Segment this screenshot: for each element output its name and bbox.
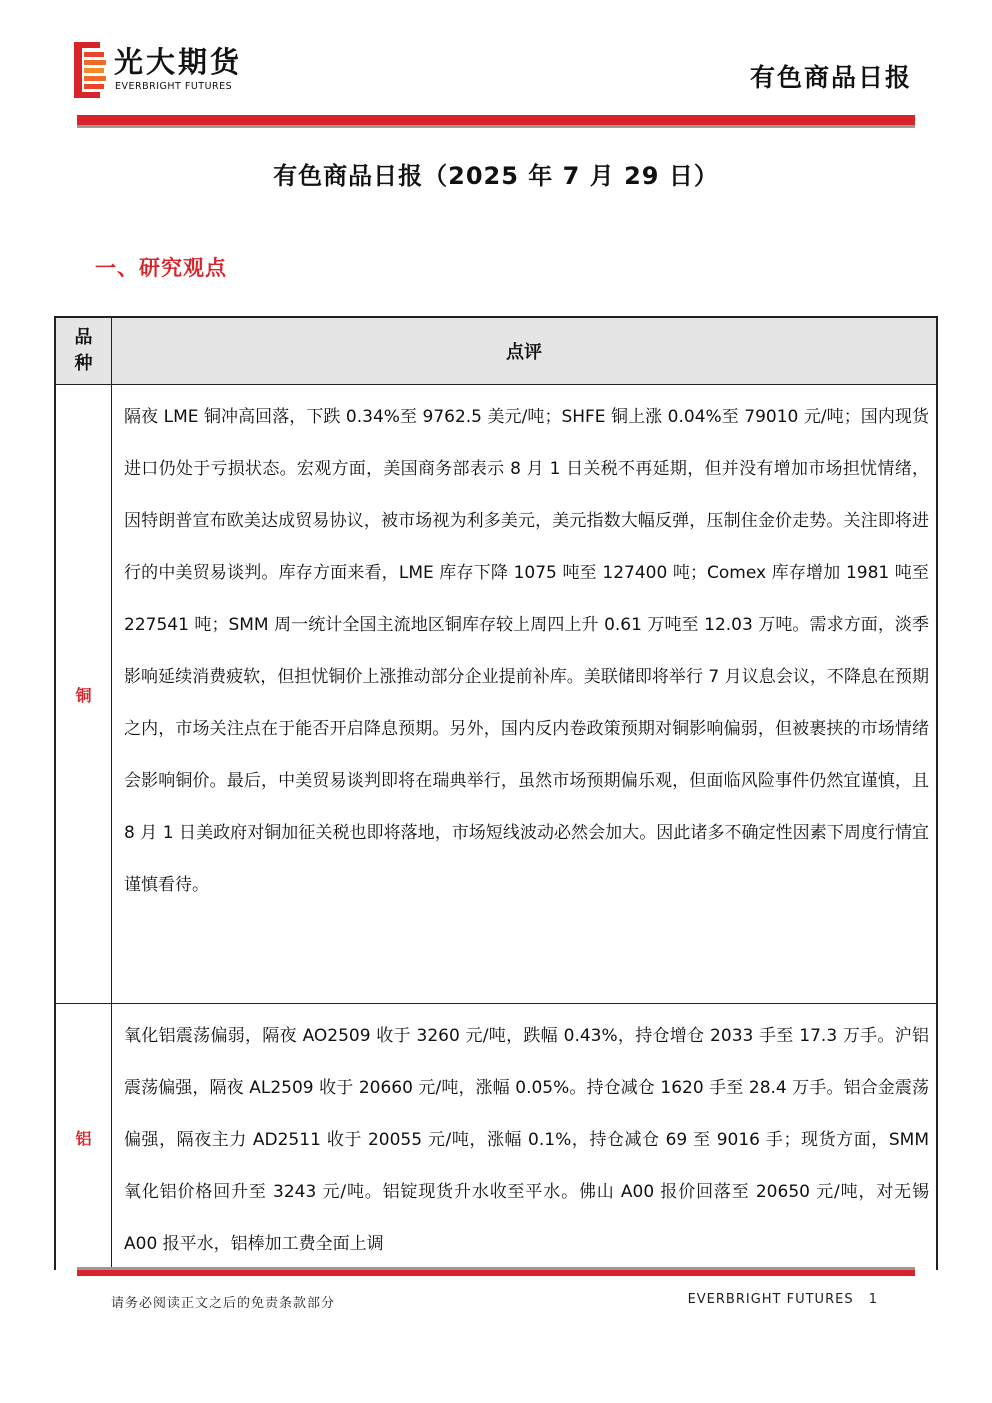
commentary-table <box>54 316 938 1270</box>
brand-name-cn: 光大期货 <box>114 45 243 79</box>
everbright-logo-icon <box>74 42 106 98</box>
comment-cell-aluminum: 氧化铝震荡偏弱，隔夜 AO2509 收于 3260 元/吨，跌幅 0.43%，持仓增仓 2033 手至 17.3 万手。沪铝震荡偏强，隔夜 AL2509 收于 20660 元/吨，涨幅 0.05%。持仓减仓 1620 手至 28.4 万手。铝合金震荡偏强，隔夜主力 AD2511 收于 20055 元/吨，涨幅 0.1%，持仓减仓 69 至 9016 手；现货方面，SMM 氧化铝价格回升至 3243 元/吨。铝锭现货升水收至平水。佛山 A00 报价回落至 20650 元/吨，对无锡 A00 报平水，铝棒加工费全面上调 <box>124 1026 929 1254</box>
comment-cell-copper: 隔夜 LME 铜冲高回落，下跌 0.34%至 9762.5 美元/吨；SHFE 铜上涨 0.04%至 79010 元/吨；国内现货进口仍处于亏损状态。宏观方面，美国商务部表示 8 月 1 日关税不再延期，但并没有增加市场担忧情绪，因特朗普宣布欧美达成贸易协议，被市场视为利多美元，美元指数大幅反弹，压制住金价走势。关注即将进行的中美贸易谈判。库存方面来看，LME 库存下降 1075 吨至 127400 吨；Comex 库存增加 1981 吨至 227541 吨；SMM 周一统计全国主流地区铜库存较上周四上升 0.61 万吨至 12.03 万吨。需求方面，淡季影响延续消费疲软，但担忧铜价上涨推动部分企业提前补库。美联储即将举行 7 月议息会议，不降息在预期之内，市场关注点在于能否开启降息预期。另外，国内反内卷政策预期对铜影响偏弱，但被裹挟的市场情绪会影响铜价。最后，中美贸易谈判即将在瑞典举行，虽然市场预期偏乐观，但面临风险事件仍然宜谨慎，且 8 月 1 日美政府对铜加征关税也即将落地，市场短线波动必然会加大。因此诸多不确定性因素下周度行情宜谨慎看待。 <box>124 407 929 895</box>
header-report-name: 有色商品日报 <box>749 63 912 92</box>
section-heading: 一、研究观点 <box>95 256 227 280</box>
table-header-row <box>56 318 936 385</box>
header-variety-label: 品种 <box>74 327 93 374</box>
brand-logo <box>74 42 284 100</box>
footer-company: EVERBRIGHT FUTURES <box>687 1292 854 1307</box>
header-rule-red <box>77 115 915 125</box>
document-title: 有色商品日报（2025 年 7 月 29 日） <box>273 162 719 190</box>
brand-name-en: EVERBRIGHT FUTURES <box>115 81 233 92</box>
header-rule-grey <box>77 125 915 128</box>
footer-right <box>688 1292 878 1307</box>
table-row-aluminum <box>56 1004 936 1270</box>
footer-disclaimer: 请务必阅读正文之后的免责条款部分 <box>111 1296 336 1311</box>
variety-cell-copper: 铜 <box>56 385 112 1003</box>
footer-rule-red <box>77 1270 915 1276</box>
table-row-copper <box>56 385 936 1004</box>
header-variety <box>56 318 112 384</box>
header-comment: 点评 <box>506 342 542 363</box>
footer-page-number: 1 <box>868 1292 878 1307</box>
variety-cell-aluminum: 铝 <box>56 1004 112 1270</box>
